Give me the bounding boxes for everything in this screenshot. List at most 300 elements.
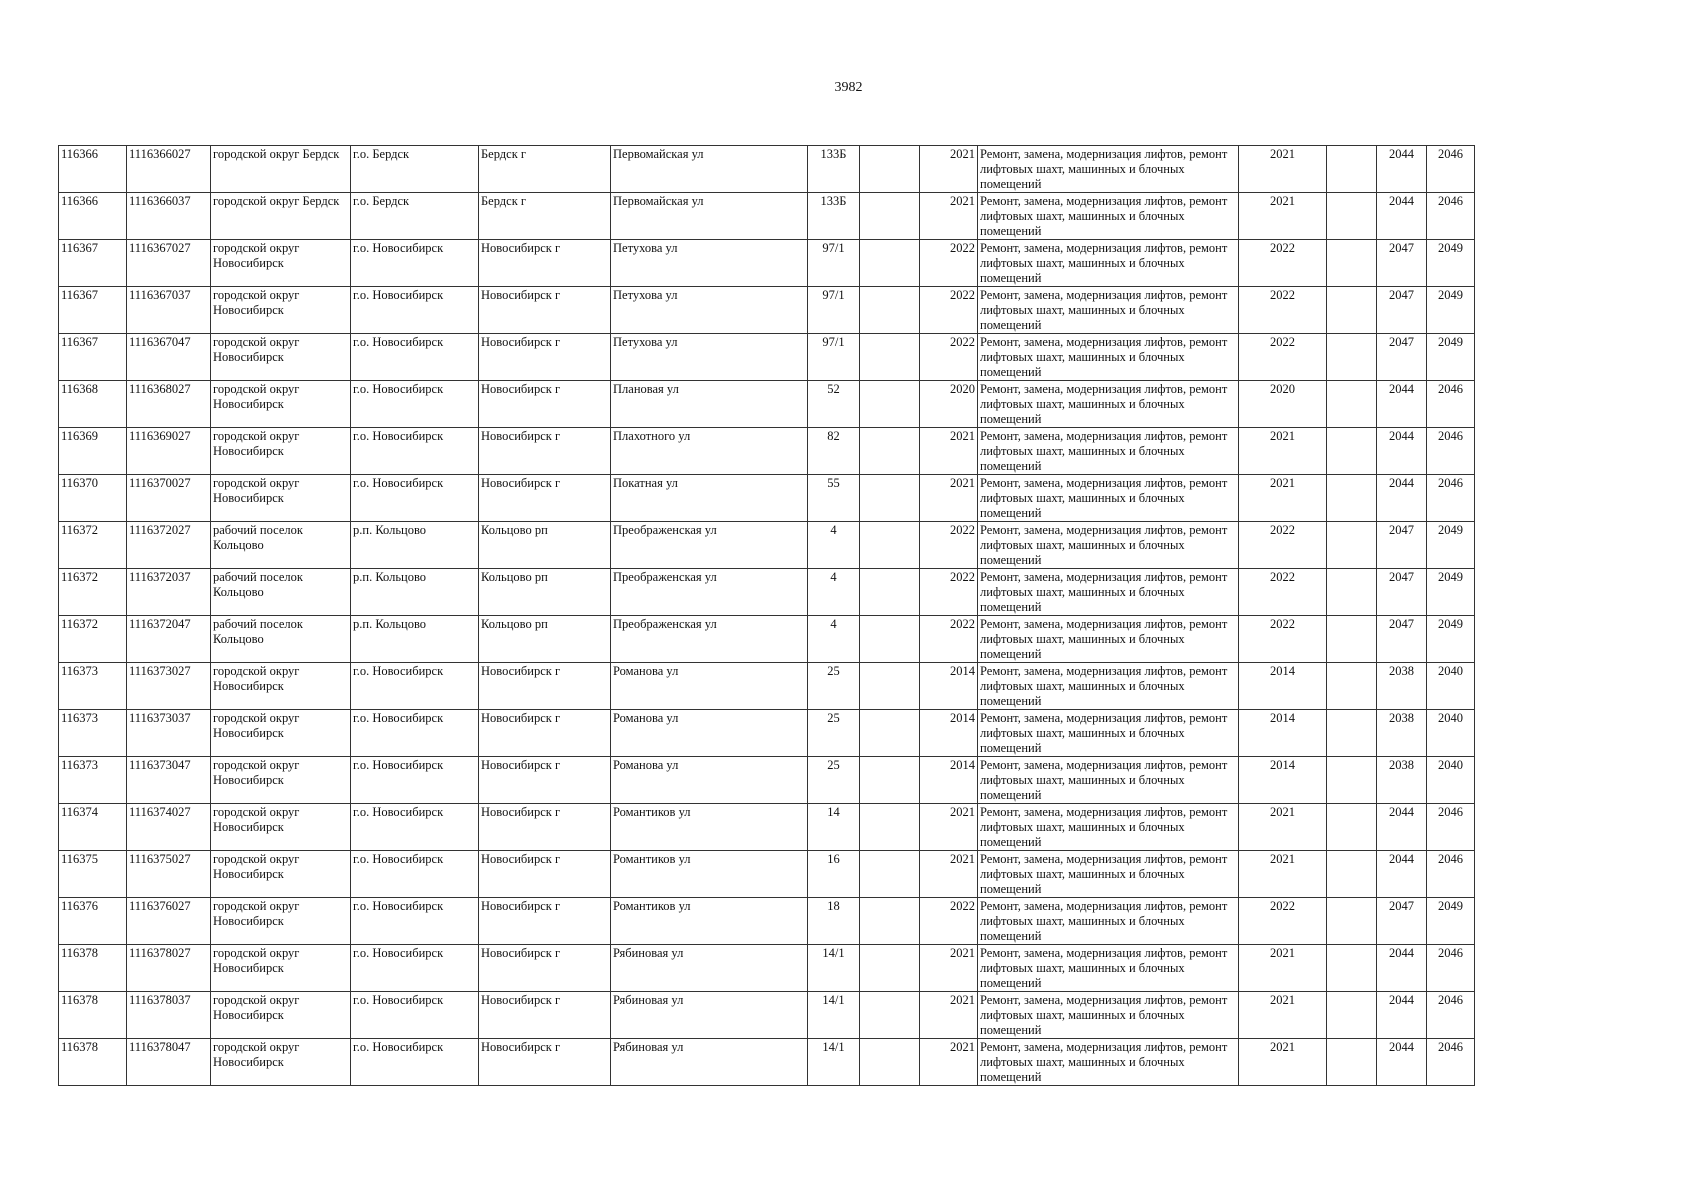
cell-extra — [860, 240, 920, 287]
table-row — [59, 992, 1475, 1039]
cell-district: г.о. Новосибирск — [351, 851, 479, 898]
cell-locality: Кольцово рп — [479, 569, 611, 616]
cell-locality: Новосибирск г — [479, 663, 611, 710]
cell-municipality: городской округ Новосибирск — [211, 287, 351, 334]
cell-district: г.о. Новосибирск — [351, 1039, 479, 1086]
cell-district: г.о. Бердск — [351, 146, 479, 193]
cell-work: Ремонт, замена, модернизация лифтов, ремонт лифтовых шахт, машинных и блочных помещений — [978, 945, 1239, 992]
cell-work: Ремонт, замена, модернизация лифтов, ремонт лифтовых шахт, машинных и блочных помещений — [978, 757, 1239, 804]
cell-house: 4 — [808, 522, 860, 569]
cell-house: 97/1 — [808, 240, 860, 287]
cell-year-a: 2047 — [1377, 287, 1427, 334]
cell-code: 1116378027 — [127, 945, 211, 992]
cell-year: 2021 — [920, 804, 978, 851]
cell-work: Ремонт, замена, модернизация лифтов, ремонт лифтовых шахт, машинных и блочных помещений — [978, 569, 1239, 616]
cell-year: 2014 — [920, 663, 978, 710]
cell-year-b: 2049 — [1427, 616, 1475, 663]
cell-house: 4 — [808, 616, 860, 663]
cell-house: 97/1 — [808, 334, 860, 381]
cell-year-b: 2046 — [1427, 475, 1475, 522]
cell-id: 116375 — [59, 851, 127, 898]
cell-street: Рябиновая ул — [611, 992, 808, 1039]
cell-plan-year: 2022 — [1239, 334, 1327, 381]
cell-id: 116374 — [59, 804, 127, 851]
cell-year: 2022 — [920, 569, 978, 616]
cell-municipality: городской округ Новосибирск — [211, 1039, 351, 1086]
cell-year: 2022 — [920, 334, 978, 381]
cell-work: Ремонт, замена, модернизация лифтов, ремонт лифтовых шахт, машинных и блочных помещений — [978, 710, 1239, 757]
cell-blank — [1327, 475, 1377, 522]
cell-code: 1116374027 — [127, 804, 211, 851]
cell-locality: Бердск г — [479, 193, 611, 240]
cell-locality: Новосибирск г — [479, 898, 611, 945]
cell-plan-year: 2022 — [1239, 898, 1327, 945]
page-number: 3982 — [834, 80, 863, 95]
cell-municipality: городской округ Новосибирск — [211, 757, 351, 804]
cell-house: 133Б — [808, 193, 860, 240]
cell-house: 14/1 — [808, 992, 860, 1039]
cell-district: г.о. Новосибирск — [351, 287, 479, 334]
cell-municipality: городской округ Новосибирск — [211, 710, 351, 757]
cell-id: 116368 — [59, 381, 127, 428]
cell-id: 116366 — [59, 146, 127, 193]
cell-extra — [860, 428, 920, 475]
cell-district: р.п. Кольцово — [351, 569, 479, 616]
cell-house: 25 — [808, 710, 860, 757]
cell-street: Плановая ул — [611, 381, 808, 428]
cell-work: Ремонт, замена, модернизация лифтов, ремонт лифтовых шахт, машинных и блочных помещений — [978, 287, 1239, 334]
cell-year: 2021 — [920, 1039, 978, 1086]
cell-year-b: 2049 — [1427, 334, 1475, 381]
cell-code: 1116367027 — [127, 240, 211, 287]
table-row — [59, 428, 1475, 475]
cell-blank — [1327, 898, 1377, 945]
cell-id: 116367 — [59, 334, 127, 381]
cell-year: 2022 — [920, 240, 978, 287]
cell-extra — [860, 710, 920, 757]
cell-district: г.о. Бердск — [351, 193, 479, 240]
cell-work: Ремонт, замена, модернизация лифтов, ремонт лифтовых шахт, машинных и блочных помещений — [978, 663, 1239, 710]
cell-blank — [1327, 710, 1377, 757]
cell-id: 116378 — [59, 992, 127, 1039]
cell-code: 1116373037 — [127, 710, 211, 757]
cell-year-a: 2044 — [1377, 945, 1427, 992]
cell-id: 116373 — [59, 710, 127, 757]
cell-house: 18 — [808, 898, 860, 945]
cell-municipality: рабочий поселок Кольцово — [211, 522, 351, 569]
table-row — [59, 898, 1475, 945]
cell-code: 1116372037 — [127, 569, 211, 616]
cell-blank — [1327, 428, 1377, 475]
cell-work: Ремонт, замена, модернизация лифтов, ремонт лифтовых шахт, машинных и блочных помещений — [978, 381, 1239, 428]
cell-year-a: 2044 — [1377, 992, 1427, 1039]
cell-blank — [1327, 945, 1377, 992]
cell-district: г.о. Новосибирск — [351, 804, 479, 851]
cell-municipality: городской округ Новосибирск — [211, 851, 351, 898]
cell-district: р.п. Кольцово — [351, 522, 479, 569]
cell-district: г.о. Новосибирск — [351, 334, 479, 381]
cell-year: 2022 — [920, 522, 978, 569]
cell-code: 1116376027 — [127, 898, 211, 945]
cell-id: 116376 — [59, 898, 127, 945]
cell-street: Петухова ул — [611, 240, 808, 287]
cell-street: Первомайская ул — [611, 193, 808, 240]
cell-municipality: городской округ Новосибирск — [211, 428, 351, 475]
cell-house: 14/1 — [808, 945, 860, 992]
cell-district: г.о. Новосибирск — [351, 992, 479, 1039]
cell-year-a: 2038 — [1377, 710, 1427, 757]
cell-id: 116367 — [59, 240, 127, 287]
cell-year: 2022 — [920, 287, 978, 334]
cell-id: 116372 — [59, 522, 127, 569]
cell-year-b: 2046 — [1427, 851, 1475, 898]
cell-plan-year: 2022 — [1239, 287, 1327, 334]
cell-blank — [1327, 757, 1377, 804]
cell-locality: Новосибирск г — [479, 287, 611, 334]
cell-plan-year: 2022 — [1239, 240, 1327, 287]
table-row — [59, 616, 1475, 663]
table-row — [59, 710, 1475, 757]
cell-district: г.о. Новосибирск — [351, 663, 479, 710]
cell-plan-year: 2014 — [1239, 663, 1327, 710]
cell-blank — [1327, 193, 1377, 240]
table-row — [59, 757, 1475, 804]
cell-street: Покатная ул — [611, 475, 808, 522]
cell-locality: Новосибирск г — [479, 475, 611, 522]
cell-district: г.о. Новосибирск — [351, 381, 479, 428]
cell-plan-year: 2021 — [1239, 146, 1327, 193]
cell-house: 14/1 — [808, 1039, 860, 1086]
table-row — [59, 945, 1475, 992]
cell-street: Рябиновая ул — [611, 945, 808, 992]
cell-code: 1116369027 — [127, 428, 211, 475]
cell-year-b: 2046 — [1427, 193, 1475, 240]
cell-municipality: городской округ Новосибирск — [211, 804, 351, 851]
cell-locality: Новосибирск г — [479, 710, 611, 757]
cell-municipality: рабочий поселок Кольцово — [211, 569, 351, 616]
cell-street: Романтиков ул — [611, 851, 808, 898]
cell-locality: Новосибирск г — [479, 945, 611, 992]
cell-id: 116367 — [59, 287, 127, 334]
cell-plan-year: 2022 — [1239, 522, 1327, 569]
cell-municipality: городской округ Новосибирск — [211, 381, 351, 428]
cell-work: Ремонт, замена, модернизация лифтов, ремонт лифтовых шахт, машинных и блочных помещений — [978, 898, 1239, 945]
cell-extra — [860, 522, 920, 569]
cell-code: 1116370027 — [127, 475, 211, 522]
cell-street: Романова ул — [611, 663, 808, 710]
cell-code: 1116375027 — [127, 851, 211, 898]
cell-house: 52 — [808, 381, 860, 428]
cell-extra — [860, 193, 920, 240]
cell-code: 1116373047 — [127, 757, 211, 804]
cell-street: Рябиновая ул — [611, 1039, 808, 1086]
cell-locality: Кольцово рп — [479, 522, 611, 569]
cell-year: 2021 — [920, 992, 978, 1039]
cell-district: р.п. Кольцово — [351, 616, 479, 663]
table-row — [59, 522, 1475, 569]
cell-municipality: рабочий поселок Кольцово — [211, 616, 351, 663]
cell-year-b: 2046 — [1427, 992, 1475, 1039]
cell-plan-year: 2022 — [1239, 616, 1327, 663]
cell-year-a: 2044 — [1377, 804, 1427, 851]
cell-house: 14 — [808, 804, 860, 851]
table-row — [59, 804, 1475, 851]
table-row — [59, 475, 1475, 522]
cell-year-b: 2040 — [1427, 757, 1475, 804]
cell-plan-year: 2021 — [1239, 945, 1327, 992]
cell-house: 55 — [808, 475, 860, 522]
cell-year-a: 2044 — [1377, 475, 1427, 522]
cell-extra — [860, 663, 920, 710]
cell-street: Преображенская ул — [611, 522, 808, 569]
cell-year-b: 2046 — [1427, 381, 1475, 428]
cell-year-b: 2049 — [1427, 287, 1475, 334]
cell-plan-year: 2020 — [1239, 381, 1327, 428]
cell-work: Ремонт, замена, модернизация лифтов, ремонт лифтовых шахт, машинных и блочных помещений — [978, 616, 1239, 663]
cell-street: Романова ул — [611, 710, 808, 757]
cell-year: 2021 — [920, 428, 978, 475]
cell-year: 2014 — [920, 757, 978, 804]
cell-house: 25 — [808, 663, 860, 710]
cell-year-b: 2049 — [1427, 240, 1475, 287]
cell-extra — [860, 757, 920, 804]
cell-municipality: городской округ Новосибирск — [211, 475, 351, 522]
cell-year-a: 2038 — [1377, 663, 1427, 710]
cell-locality: Новосибирск г — [479, 1039, 611, 1086]
cell-plan-year: 2021 — [1239, 193, 1327, 240]
cell-year-a: 2047 — [1377, 334, 1427, 381]
table-row — [59, 663, 1475, 710]
cell-code: 1116378047 — [127, 1039, 211, 1086]
cell-year-b: 2049 — [1427, 569, 1475, 616]
cell-year-b: 2040 — [1427, 663, 1475, 710]
cell-locality: Новосибирск г — [479, 992, 611, 1039]
table-row — [59, 287, 1475, 334]
cell-extra — [860, 616, 920, 663]
cell-extra — [860, 287, 920, 334]
cell-municipality: городской округ Новосибирск — [211, 663, 351, 710]
cell-locality: Новосибирск г — [479, 851, 611, 898]
cell-district: г.о. Новосибирск — [351, 757, 479, 804]
cell-blank — [1327, 522, 1377, 569]
cell-street: Романова ул — [611, 757, 808, 804]
cell-year-a: 2038 — [1377, 757, 1427, 804]
cell-year-a: 2044 — [1377, 381, 1427, 428]
cell-code: 1116366027 — [127, 146, 211, 193]
cell-code: 1116373027 — [127, 663, 211, 710]
cell-code: 1116367037 — [127, 287, 211, 334]
cell-code: 1116378037 — [127, 992, 211, 1039]
cell-id: 116372 — [59, 569, 127, 616]
table-row — [59, 334, 1475, 381]
cell-work: Ремонт, замена, модернизация лифтов, ремонт лифтовых шахт, машинных и блочных помещений — [978, 428, 1239, 475]
cell-municipality: городской округ Новосибирск — [211, 992, 351, 1039]
cell-year: 2021 — [920, 475, 978, 522]
cell-year-b: 2046 — [1427, 804, 1475, 851]
cell-extra — [860, 804, 920, 851]
cell-code: 1116366037 — [127, 193, 211, 240]
table-row — [59, 569, 1475, 616]
table-row — [59, 381, 1475, 428]
cell-street: Преображенская ул — [611, 616, 808, 663]
cell-id: 116378 — [59, 945, 127, 992]
cell-id: 116378 — [59, 1039, 127, 1086]
cell-street: Романтиков ул — [611, 804, 808, 851]
cell-work: Ремонт, замена, модернизация лифтов, ремонт лифтовых шахт, машинных и блочных помещений — [978, 804, 1239, 851]
cell-year-a: 2047 — [1377, 569, 1427, 616]
cell-blank — [1327, 616, 1377, 663]
cell-district: г.о. Новосибирск — [351, 898, 479, 945]
cell-year-b: 2046 — [1427, 428, 1475, 475]
cell-blank — [1327, 287, 1377, 334]
cell-locality: Новосибирск г — [479, 428, 611, 475]
cell-house: 16 — [808, 851, 860, 898]
cell-district: г.о. Новосибирск — [351, 240, 479, 287]
cell-district: г.о. Новосибирск — [351, 710, 479, 757]
cell-municipality: городской округ Новосибирск — [211, 334, 351, 381]
cell-work: Ремонт, замена, модернизация лифтов, ремонт лифтовых шахт, машинных и блочных помещений — [978, 475, 1239, 522]
cell-locality: Новосибирск г — [479, 381, 611, 428]
registry-table — [58, 145, 1475, 1086]
cell-plan-year: 2014 — [1239, 710, 1327, 757]
cell-plan-year: 2021 — [1239, 804, 1327, 851]
cell-work: Ремонт, замена, модернизация лифтов, ремонт лифтовых шахт, машинных и блочных помещений — [978, 193, 1239, 240]
cell-district: г.о. Новосибирск — [351, 475, 479, 522]
cell-municipality: городской округ Новосибирск — [211, 945, 351, 992]
cell-municipality: городской округ Бердск — [211, 193, 351, 240]
cell-municipality: городской округ Новосибирск — [211, 240, 351, 287]
cell-year-b: 2049 — [1427, 522, 1475, 569]
cell-year-b: 2046 — [1427, 945, 1475, 992]
registry-body — [59, 146, 1475, 1086]
cell-extra — [860, 381, 920, 428]
cell-year-a: 2047 — [1377, 616, 1427, 663]
table-row — [59, 1039, 1475, 1086]
cell-id: 116370 — [59, 475, 127, 522]
cell-locality: Новосибирск г — [479, 757, 611, 804]
cell-locality: Бердск г — [479, 146, 611, 193]
cell-id: 116366 — [59, 193, 127, 240]
cell-locality: Новосибирск г — [479, 240, 611, 287]
cell-house: 82 — [808, 428, 860, 475]
cell-municipality: городской округ Бердск — [211, 146, 351, 193]
cell-house: 25 — [808, 757, 860, 804]
cell-work: Ремонт, замена, модернизация лифтов, ремонт лифтовых шахт, машинных и блочных помещений — [978, 146, 1239, 193]
cell-blank — [1327, 334, 1377, 381]
cell-year: 2014 — [920, 710, 978, 757]
cell-code: 1116372047 — [127, 616, 211, 663]
cell-extra — [860, 475, 920, 522]
cell-year-a: 2044 — [1377, 851, 1427, 898]
cell-plan-year: 2021 — [1239, 475, 1327, 522]
cell-blank — [1327, 851, 1377, 898]
cell-code: 1116372027 — [127, 522, 211, 569]
cell-year-a: 2044 — [1377, 193, 1427, 240]
cell-year-a: 2047 — [1377, 898, 1427, 945]
table-row — [59, 851, 1475, 898]
cell-id: 116373 — [59, 757, 127, 804]
cell-municipality: городской округ Новосибирск — [211, 898, 351, 945]
cell-year-a: 2044 — [1377, 146, 1427, 193]
cell-year-a: 2047 — [1377, 240, 1427, 287]
cell-year: 2020 — [920, 381, 978, 428]
cell-work: Ремонт, замена, модернизация лифтов, ремонт лифтовых шахт, машинных и блочных помещений — [978, 240, 1239, 287]
cell-year-b: 2040 — [1427, 710, 1475, 757]
table-row — [59, 146, 1475, 193]
cell-blank — [1327, 992, 1377, 1039]
cell-year-a: 2044 — [1377, 428, 1427, 475]
cell-plan-year: 2022 — [1239, 569, 1327, 616]
cell-plan-year: 2021 — [1239, 428, 1327, 475]
cell-year: 2022 — [920, 898, 978, 945]
cell-locality: Кольцово рп — [479, 616, 611, 663]
cell-year: 2022 — [920, 616, 978, 663]
cell-blank — [1327, 146, 1377, 193]
cell-id: 116373 — [59, 663, 127, 710]
cell-blank — [1327, 240, 1377, 287]
cell-district: г.о. Новосибирск — [351, 945, 479, 992]
cell-street: Романтиков ул — [611, 898, 808, 945]
cell-year-b: 2046 — [1427, 1039, 1475, 1086]
cell-district: г.о. Новосибирск — [351, 428, 479, 475]
cell-work: Ремонт, замена, модернизация лифтов, ремонт лифтовых шахт, машинных и блочных помещений — [978, 851, 1239, 898]
cell-plan-year: 2014 — [1239, 757, 1327, 804]
cell-work: Ремонт, замена, модернизация лифтов, ремонт лифтовых шахт, машинных и блочных помещений — [978, 522, 1239, 569]
cell-work: Ремонт, замена, модернизация лифтов, ремонт лифтовых шахт, машинных и блочных помещений — [978, 1039, 1239, 1086]
cell-code: 1116368027 — [127, 381, 211, 428]
cell-year-a: 2047 — [1377, 522, 1427, 569]
cell-street: Плахотного ул — [611, 428, 808, 475]
cell-street: Преображенская ул — [611, 569, 808, 616]
cell-extra — [860, 992, 920, 1039]
cell-year: 2021 — [920, 945, 978, 992]
cell-plan-year: 2021 — [1239, 1039, 1327, 1086]
cell-extra — [860, 146, 920, 193]
cell-street: Первомайская ул — [611, 146, 808, 193]
cell-locality: Новосибирск г — [479, 804, 611, 851]
cell-plan-year: 2021 — [1239, 851, 1327, 898]
cell-year-b: 2046 — [1427, 146, 1475, 193]
cell-house: 97/1 — [808, 287, 860, 334]
cell-year: 2021 — [920, 193, 978, 240]
cell-street: Петухова ул — [611, 334, 808, 381]
cell-locality: Новосибирск г — [479, 334, 611, 381]
cell-extra — [860, 851, 920, 898]
cell-blank — [1327, 381, 1377, 428]
cell-extra — [860, 569, 920, 616]
cell-blank — [1327, 804, 1377, 851]
cell-year: 2021 — [920, 146, 978, 193]
cell-work: Ремонт, замена, модернизация лифтов, ремонт лифтовых шахт, машинных и блочных помещений — [978, 992, 1239, 1039]
cell-code: 1116367047 — [127, 334, 211, 381]
table-row — [59, 240, 1475, 287]
cell-year: 2021 — [920, 851, 978, 898]
cell-blank — [1327, 1039, 1377, 1086]
table-row — [59, 193, 1475, 240]
cell-id: 116372 — [59, 616, 127, 663]
cell-plan-year: 2021 — [1239, 992, 1327, 1039]
cell-extra — [860, 334, 920, 381]
cell-work: Ремонт, замена, модернизация лифтов, ремонт лифтовых шахт, машинных и блочных помещений — [978, 334, 1239, 381]
cell-extra — [860, 945, 920, 992]
cell-blank — [1327, 663, 1377, 710]
cell-street: Петухова ул — [611, 287, 808, 334]
cell-id: 116369 — [59, 428, 127, 475]
cell-extra — [860, 1039, 920, 1086]
cell-blank — [1327, 569, 1377, 616]
cell-year-a: 2044 — [1377, 1039, 1427, 1086]
cell-house: 133Б — [808, 146, 860, 193]
